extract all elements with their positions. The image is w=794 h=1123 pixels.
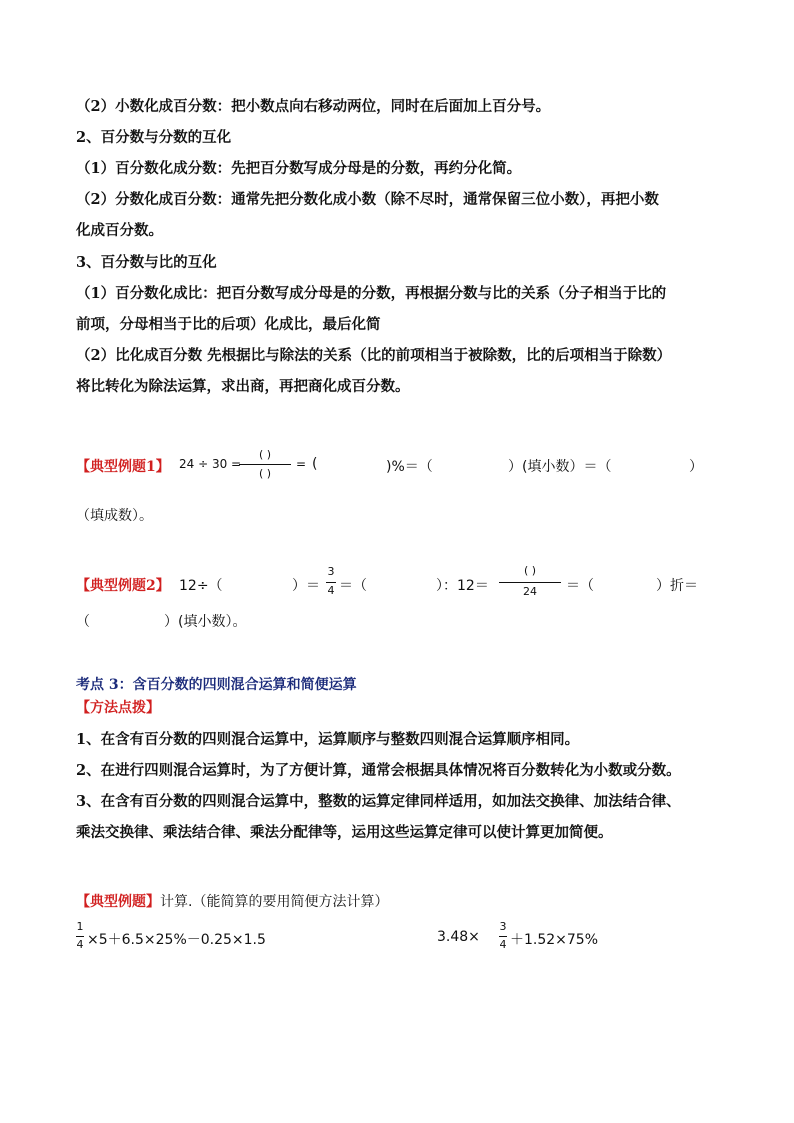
example-1-denominator-blank[interactable]: ( ): [258, 467, 272, 480]
heading-percent-ratio: 3、百分数与比的互化: [76, 254, 217, 271]
method-item-1: 1、在含有百分数的四则混合运算中，运算顺序与整数四则混合运算顺序相同。: [76, 731, 580, 748]
example-1-percent-blank[interactable]: )%＝（: [386, 459, 433, 475]
method-item-3: 3、在含有百分数的四则混合运算中，整数的运算定律同样适用，如加法交换律、加法结合律、: [76, 793, 681, 810]
question-2: [437, 920, 657, 956]
text-line-3: （1）百分数化成分数：先把百分数写成分母是的分数，再约分化简。: [76, 160, 522, 177]
q2-expression: ＋1.52×75%: [510, 932, 599, 948]
method-item-2: 2、在进行四则混合运算时，为了方便计算，通常会根据具体情况将百分数转化为小数或分数。: [76, 762, 681, 779]
example-1-tag: 【典型例题1】: [76, 459, 170, 475]
example-1-decimal-blank[interactable]: ）(填小数）＝（: [508, 459, 612, 475]
example-3-text: 计算.（能简算的要用简便方法计算）: [160, 894, 389, 910]
example-2-discount-blank[interactable]: ＝（: [566, 578, 594, 594]
example-2-frac-bar: [326, 582, 336, 583]
text-line-10: 将比转化为除法运算，求出商，再把商化成百分数。: [76, 378, 410, 395]
text-line-9: （2）比化成百分数 先根据比与除法的关系（比的前项相当于被除数，比的后项相当于除数）: [76, 347, 672, 364]
method-tag: 【方法点拨】: [76, 700, 160, 716]
example-3-tag: 【典型例题】: [76, 894, 160, 910]
q2-frac-den: 4: [499, 938, 507, 951]
example-2-frac2-bar: [499, 582, 561, 583]
text-line-4: （2）分数化成百分数：通常先把分数化成小数（除不尽时，通常保留三位小数），再把小数: [76, 191, 659, 208]
example-2-frac-den: 4: [327, 584, 335, 597]
method-item-4: 乘法交换律、乘法结合律、乘法分配律等，运用这些运算定律可以使计算更加简便。: [76, 824, 613, 841]
q2-frac-num: 3: [499, 920, 507, 933]
example-1-equals: =: [296, 457, 307, 471]
question-1: [76, 920, 376, 956]
text-line-7: （1）百分数化成比：把百分数写成分母是的分数，再根据分数与比的关系（分子相当于比的: [76, 285, 667, 302]
example-2-ratio-blank[interactable]: ＝（: [339, 578, 367, 594]
example-2: [76, 565, 716, 605]
example-2-line-2-open[interactable]: （: [76, 614, 90, 630]
text-line-8: 前项，分母相当于比的后项）化成比，最后化简: [76, 316, 381, 333]
text-line-1: （2）小数化成百分数：把小数点向右移动两位，同时在后面加上百分号。: [76, 98, 551, 115]
example-2-frac2-num-blank[interactable]: ( ): [523, 564, 537, 577]
text-line-5: 化成百分数。: [76, 222, 163, 239]
example-1-fraction-bar: [239, 464, 291, 465]
example-2-line-2-close: ）(填小数）。: [164, 614, 247, 630]
section-3-title: 考点 3：含百分数的四则混合运算和简便运算: [76, 677, 357, 693]
example-1-expr: 24 ÷ 30 =: [179, 457, 242, 471]
example-2-discount-label: ）折＝: [656, 578, 698, 594]
example-2-ratio-12: ）：12＝: [436, 578, 489, 594]
example-3-heading: [76, 892, 388, 912]
heading-percent-fraction: 2、百分数与分数的互化: [76, 129, 232, 146]
q1-frac-den: 4: [76, 938, 84, 951]
example-2-tag: 【典型例题2】: [76, 578, 170, 594]
example-2-divide-blank[interactable]: 12÷（: [179, 578, 223, 594]
q2-frac-bar: [499, 936, 507, 937]
example-2-frac-num: 3: [327, 565, 335, 578]
example-1-line-2: （填成数）。: [76, 508, 153, 524]
q1-frac-num: 1: [76, 920, 84, 933]
example-1-close: ）: [689, 459, 703, 475]
example-2-line-2: [76, 612, 246, 632]
q1-expression: ×5＋6.5×25%－0.25×1.5: [87, 932, 266, 948]
example-2-equals-1: ）＝: [292, 578, 320, 594]
example-2-frac2-den: 24: [523, 585, 537, 598]
example-1: [76, 446, 716, 482]
example-1-numerator-blank[interactable]: ( ): [258, 448, 272, 461]
q1-frac-bar: [76, 936, 84, 937]
q2-prefix: 3.48×: [437, 929, 480, 945]
example-1-blank-open[interactable]: (: [312, 456, 318, 472]
